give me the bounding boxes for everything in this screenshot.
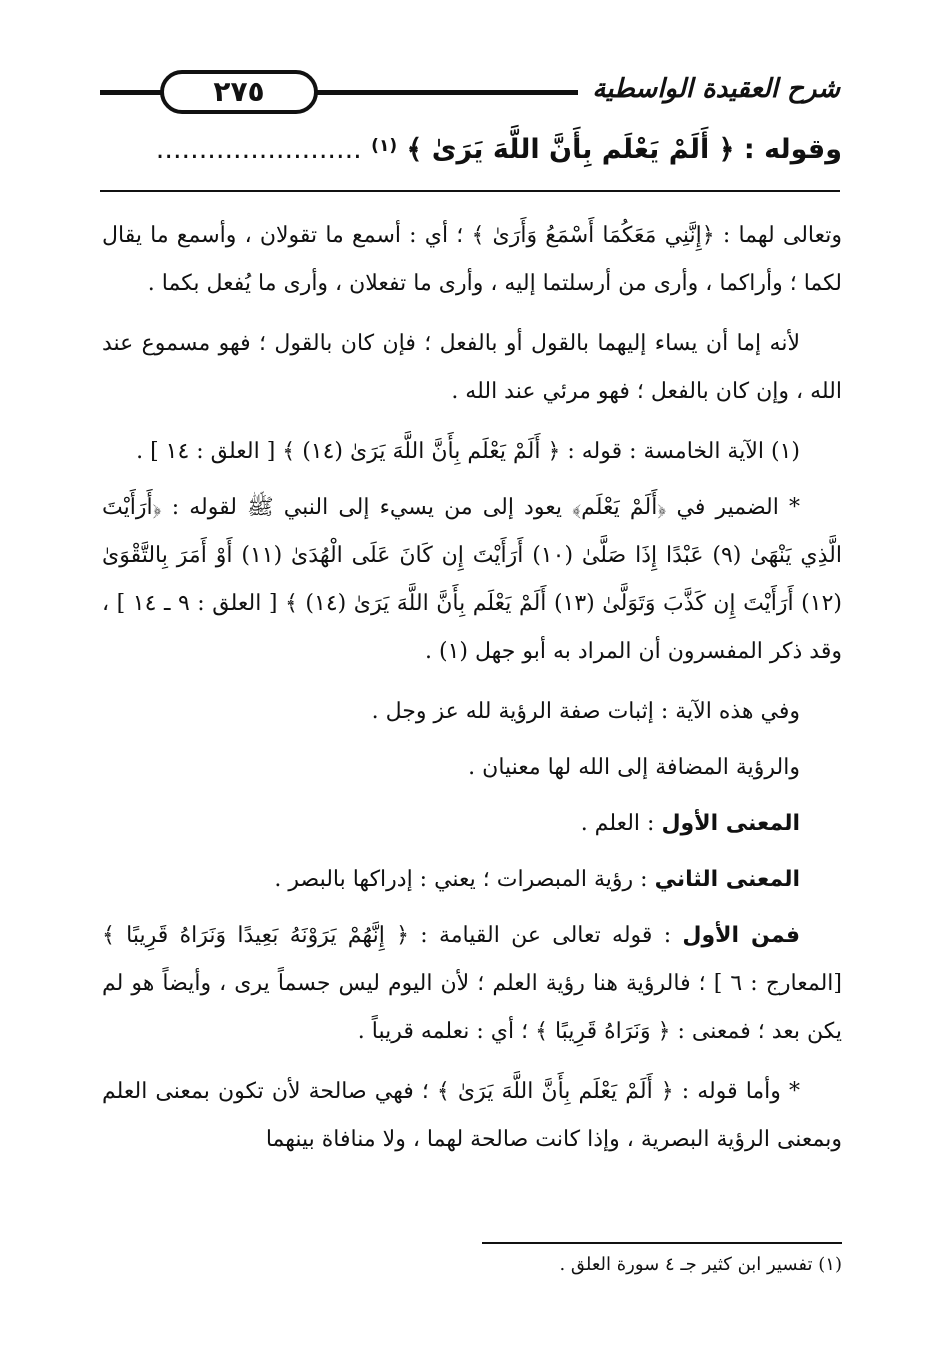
meaning-first-text: : العلم .	[580, 811, 655, 836]
separator-rule	[100, 190, 840, 192]
quote-text: وقوله : ﴿ أَلَمْ يَعْلَم بِأَنَّ اللَّهَ يَرَىٰ ﴾	[406, 134, 842, 165]
paragraph: لأنه إما أن يساء إليهما بالقول أو بالفعل ؛ فإن كان بالقول ؛ فهو مسموع عند الله ، وإن كان بالفعل ؛ فهو مرئي عند الله .	[102, 331, 842, 404]
body-text	[102, 212, 842, 1176]
footnote: (١) تفسير ابن كثير جـ ٤ سورة العلق .	[559, 1254, 842, 1275]
paragraph: * الضمير في ﴿أَلَمْ يَعْلَم﴾ يعود إلى من يسيء إلى النبي ﷺ لقوله : ﴿أَرَأَيْتَ الَّذِي يَنْهَىٰ (٩) عَبْدًا إِذَا صَلَّىٰ (١٠) أَرَأَيْتَ إِن كَانَ عَلَى الْهُدَىٰ (١١) أَوْ أَمَرَ بِالتَّقْوَىٰ (١٢) أَرَأَيْتَ إِن كَذَّبَ وَتَوَلَّىٰ (١٣) أَلَمْ يَعْلَم بِأَنَّ اللَّهَ يَرَىٰ (١٤) ﴾ [ العلق : ٩ ـ ١٤ ] ، وقد ذكر المفسرون أن المراد به أبو جهل (١) .	[102, 495, 842, 664]
meaning-second-text: : رؤية المبصرات ؛ يعني : إدراكها بالبصر .	[274, 867, 648, 892]
footnote-rule	[482, 1242, 842, 1244]
from-first-paragraph	[102, 912, 842, 1056]
meaning-first-label: المعنى الأول	[661, 811, 800, 836]
paragraph: وفي هذه الآية : إثبات صفة الرؤية لله عز وجل .	[371, 699, 800, 724]
ellipsis-dots: ........................	[155, 134, 362, 165]
quoted-matn-line	[102, 128, 842, 172]
footnote-ref: (١)	[371, 136, 398, 156]
paragraph: وتعالى لهما : ﴿إِنَّنِي مَعَكُمَا أَسْمَعُ وَأَرَىٰ ﴾ ؛ أي : أسمع ما تقولان ، وأسمع ما يقال لكما ؛ وأراكما ، وأرى من أرسلتما إليه ، وأرى ما تفعلان ، وأرى ما يُفعل بكما .	[102, 223, 842, 296]
meaning-second	[102, 856, 842, 904]
from-first-label: فمن الأول	[682, 923, 800, 948]
from-first-text: : قوله تعالى عن القيامة : ﴿ إِنَّهُمْ يَرَوْنَهُ بَعِيدًا وَنَرَاهُ قَرِيبًا ﴾ [المعارج : ٦ ] ؛ فالرؤية هنا رؤية العلم ؛ لأن اليوم ليس جسماً يرى ، وأيضاً هو لم يكن بعد ؛ فمعنى : ﴿ وَنَرَاهُ قَرِيبًا ﴾ ؛ أي : نعلمه قريباً .	[102, 923, 842, 1044]
paragraph: * وأما قوله : ﴿ أَلَمْ يَعْلَم بِأَنَّ اللَّهَ يَرَىٰ ﴾ ؛ فهي صالحة لأن تكون بمعنى العلم وبمعنى الرؤية البصرية ، وإذا كانت صالحة لهما ، ولا منافاة بينهما	[102, 1079, 842, 1152]
paragraph: والرؤية المضافة إلى الله لها معنيان .	[468, 755, 800, 780]
paragraph: (١) الآية الخامسة : قوله : ﴿ أَلَمْ يَعْلَم بِأَنَّ اللَّهَ يَرَىٰ (١٤) ﴾ [ العلق : ١٤ ] .	[136, 439, 800, 464]
page-header	[100, 70, 840, 110]
meaning-first	[102, 800, 842, 848]
meaning-second-label: المعنى الثاني	[654, 867, 800, 892]
page-number: ٢٧٥	[160, 70, 318, 114]
book-title: شرح العقيدة الواسطية	[578, 72, 840, 106]
